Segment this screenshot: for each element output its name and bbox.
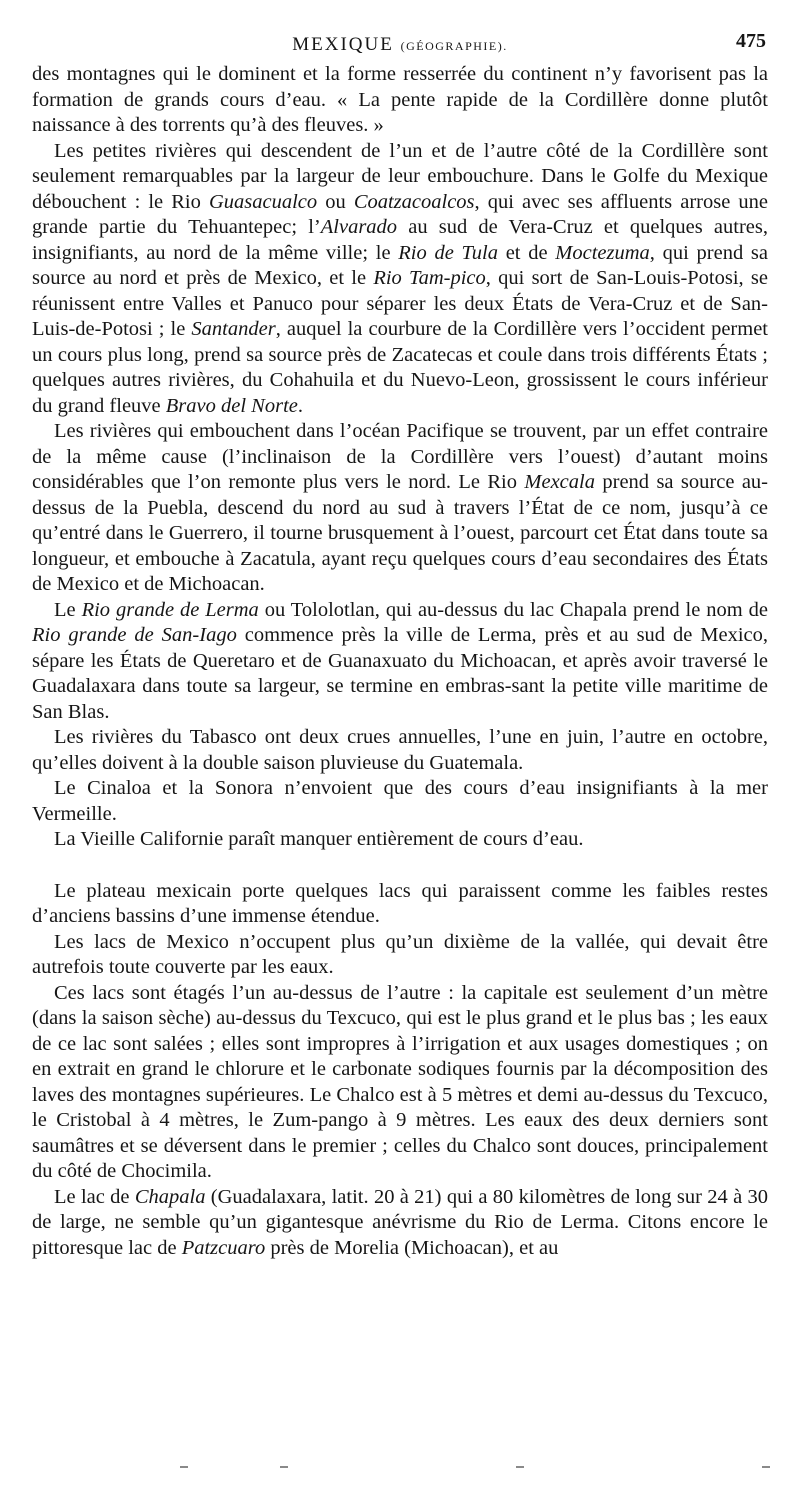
paragraph (32, 930, 768, 981)
text-run: près de Morelia (Michoacan), et au (265, 1236, 559, 1259)
italic-term: Moctezuma (555, 241, 650, 264)
running-title-main: MEXIQUE (292, 34, 394, 55)
page-number: 475 (736, 30, 766, 52)
text-run: . (297, 394, 303, 417)
text-run: Les rivières qui embouchent dans l’océan Pacifique se trouvent, par un effet contraire de la même cause (l’inclinaison de la Cordillère vers l’ouest) d’autant moins considérables que l’on remonte plus vers le nord. Le Rio (32, 420, 768, 493)
italic-term: Bravo del Norte (165, 394, 298, 417)
text-run: , qui sort de San-Louis-Potosi, se réunissent entre Valles et Panuco pour séparer les deux États de Vera-Cruz et de San-Luis-de-Potosi ; le (32, 267, 768, 340)
text-run: Les petites rivières qui descendent de l’un et de l’autre côté de la Cordillère sont seulement remarquables par la largeur de leur embouchure. Dans le Golfe du Mexique débouchent : le Rio (32, 139, 768, 213)
text-run: Le Cinaloa et la Sonora n’envoient que des cours d’eau insignifiants à la mer Vermeille. (32, 777, 768, 825)
paragraph (32, 1185, 768, 1262)
body-text (32, 62, 768, 1261)
paragraph (32, 827, 768, 853)
print-mark (762, 1466, 770, 1468)
paragraph (32, 725, 768, 776)
text-run: , qui prend sa source au nord et près de Mexico, et le (32, 241, 768, 289)
italic-term: Rio grande de Lerma (81, 598, 259, 621)
text-run: ou (317, 190, 354, 213)
print-mark (280, 1466, 288, 1468)
paragraph (32, 981, 768, 1185)
paragraph (32, 139, 768, 420)
italic-term: Mexcala (524, 471, 595, 493)
text-run: La Vieille Californie paraît manquer entièrement de cours d’eau. (54, 828, 584, 850)
footer-print-marks (32, 1466, 768, 1476)
text-run: au sud de Vera-Cruz et quelques autres, insignifiants, au nord de la même ville; le (32, 216, 768, 264)
paragraph (32, 776, 768, 827)
paragraph (32, 598, 768, 726)
italic-term: Santander (191, 318, 276, 340)
text-run: Ces lacs sont étagés l’un au-dessus de l’autre : la capitale est seulement d’un mètre (dans la saison sèche) au-dessus du Texcuco, qui est le plus grand et le plus bas ; les eaux de ce lac sont salées ; elles sont impropres à l’irrigation et aux usages domestiques ; on en extrait en grand le chlorure et le carbonate sodiques fournis par la décomposition des laves des montagnes supérieures. Le Chalco est à 5 mètres et demi au-dessus du Texcuco, le Cristobal à 4 mètres, le Zum-pango à 9 mètres. Les eaux des deux derniers sont saumâtres et se déversent dans le premier ; celles du Chalco sont douces, principalement du côté de Chocimila. (32, 981, 768, 1182)
italic-term: Alvarado (320, 216, 398, 238)
paragraph (32, 419, 768, 598)
italic-term: Rio de Tula (398, 241, 498, 264)
text-run: prend sa source au-dessus de la Puebla, descend du nord au sud à travers l’État de ce nom, jusqu’à ce qu’entré dans le Guerrero, il tourne brusquement à l’ouest, parcourt cet État dans toute sa longueur, et embouche à Zacatula, ayant reçu quelques cours d’eau secondaires des États de Mexico et de Michoacan. (32, 471, 769, 595)
text-run: Le lac de (54, 1185, 135, 1208)
running-title (32, 34, 768, 56)
paragraph (32, 879, 768, 930)
text-run: Les rivières du Tabasco ont deux crues annuelles, l’une en juin, l’autre en octobre, qu’elles doivent à la double saison pluvieuse du Guatemala. (32, 726, 768, 774)
text-run: commence près la ville de Lerma, près et au sud de Mexico, sépare les États de Queretaro et de Guanaxuato du Michoacan, et après avoir traversé le Guadalaxara dans toute sa largeur, se termine en embras-sant la petite ville maritime de San Blas. (32, 624, 768, 723)
text-run: , auquel la courbure de la Cordillère vers l’occident permet un cours plus long, prend sa source près de Zacatecas et coule dans trois différents États ; quelques autres rivières, du Cohahuila et du Nuevo-Leon, grossissent le cours inférieur du grand fleuve (32, 318, 768, 417)
italic-term: Rio grande de San-Iago (32, 624, 237, 646)
italic-term: Guasacualco (208, 190, 318, 213)
paragraph (32, 62, 768, 139)
italic-term: Patzcuaro (181, 1236, 266, 1259)
text-run: , qui avec ses affluents arrose une grande partie du Tehuantepec; l’ (32, 190, 768, 238)
text-run: des montagnes qui le dominent et la forme resserrée du continent n’y favorisent pas la formation de grands cours d’eau. « La pente rapide de la Cordillère donne plutôt naissance à des torrents qu’à des fleuves. » (32, 63, 768, 136)
running-head (32, 28, 768, 56)
italic-term: Coatzacoalcos (353, 190, 475, 213)
print-mark (180, 1466, 188, 1468)
running-title-subtitle: (GÉOGRAPHIE). (400, 39, 508, 53)
text-run: Le plateau mexicain porte quelques lacs qui paraissent comme les faibles restes d’anciens bassins d’une immense étendue. (32, 879, 768, 927)
text-run: Les lacs de Mexico n’occupent plus qu’un dixième de la vallée, qui devait être autrefois toute couverte par les eaux. (32, 930, 768, 978)
text-run: ou Tololotlan, qui au-dessus du lac Chapala prend le nom de (258, 598, 769, 621)
italic-term: Rio Tam-pico (373, 267, 486, 289)
text-run: (Guadalaxara, latit. 20 à 21) qui a 80 kilomètres de long sur 24 à 30 de large, ne semble qu’un gigantesque anévrisme du Rio de Lerma. Citons encore le pittoresque lac de (32, 1185, 768, 1259)
text-run: et de (497, 241, 556, 264)
italic-term: Chapala (134, 1185, 206, 1208)
print-mark (516, 1466, 524, 1468)
text-run: Le (54, 598, 82, 621)
